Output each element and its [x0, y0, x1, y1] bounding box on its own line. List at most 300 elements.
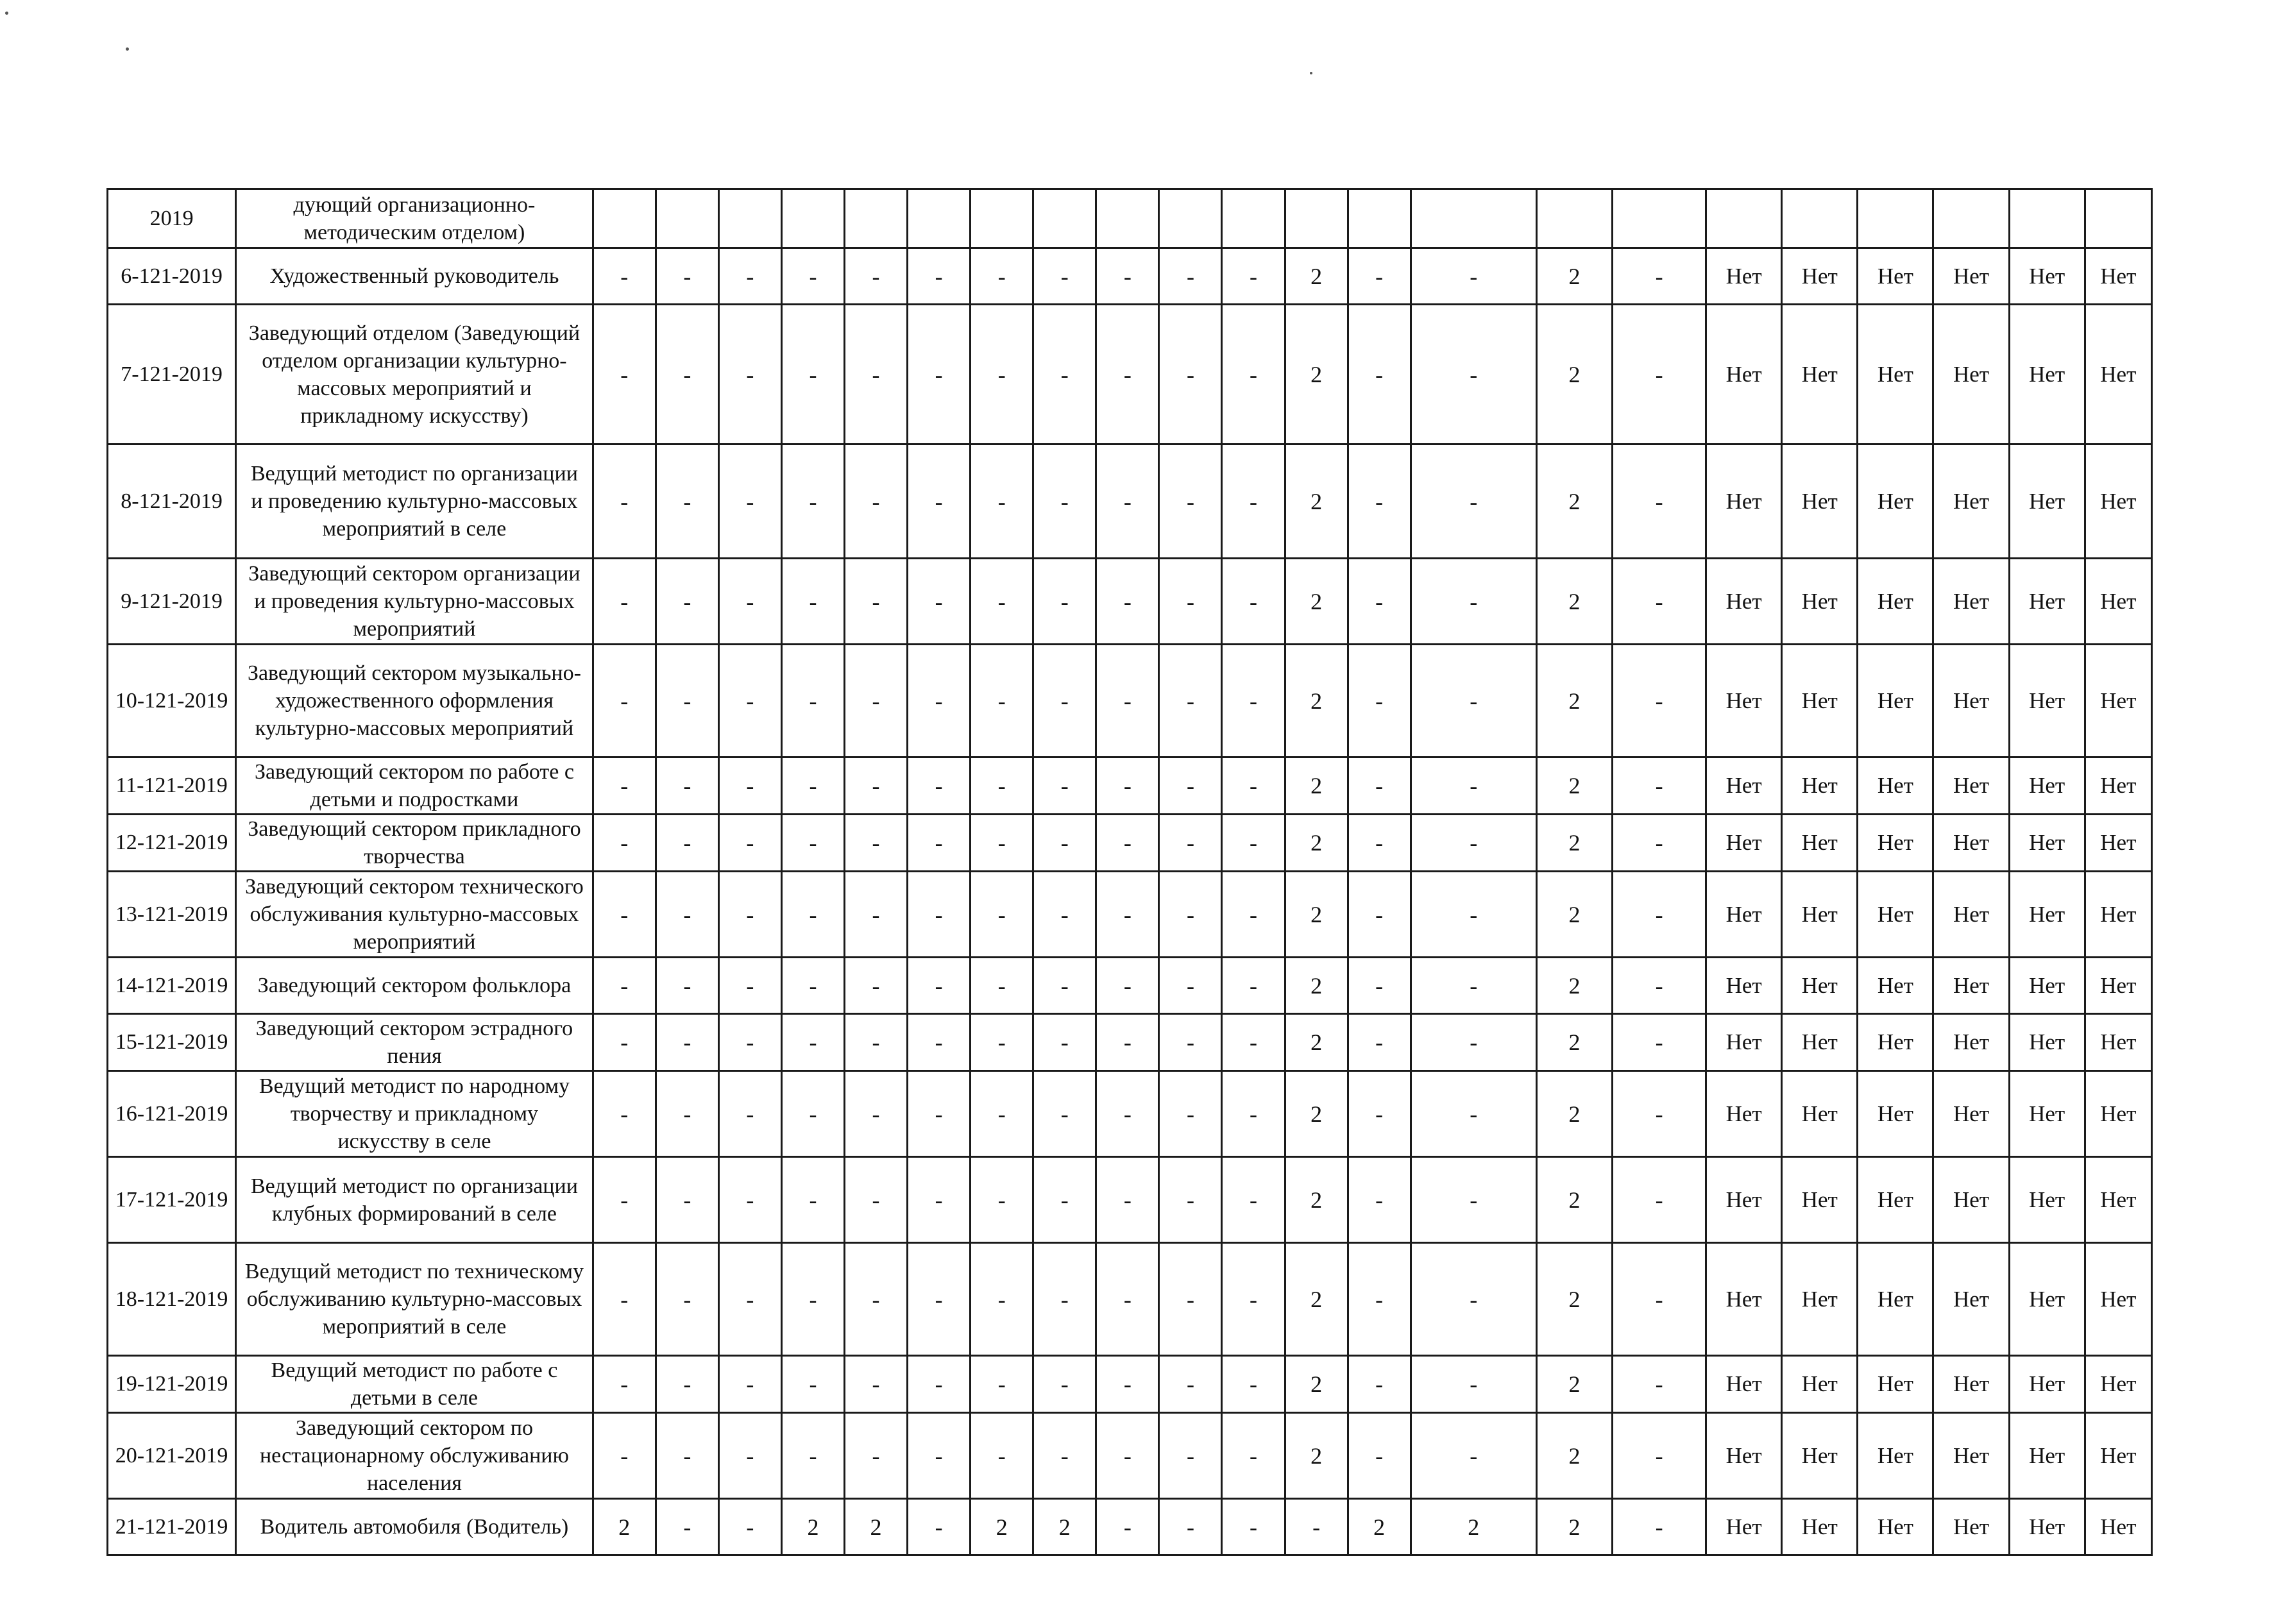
value-cell: - — [1613, 559, 1706, 645]
value-cell: - — [908, 958, 971, 1014]
position-code-cell: 8-121-2019 — [108, 444, 236, 559]
value-cell: - — [971, 1243, 1033, 1356]
value-cell: 2 — [1536, 1071, 1612, 1157]
position-name-cell: Заведующий сектором музыкально-художественного оформления культурно-массовых мероприятий — [236, 645, 593, 757]
value-cell: Нет — [2009, 757, 2085, 815]
value-cell: Нет — [1933, 1413, 2009, 1499]
value-cell: 2 — [1285, 757, 1348, 815]
value-cell: Нет — [1706, 1356, 1782, 1413]
value-cell: Нет — [1858, 958, 1933, 1014]
value-cell: Нет — [1933, 645, 2009, 757]
value-cell: - — [1348, 757, 1411, 815]
table-row — [108, 757, 2152, 815]
value-cell: Нет — [2085, 645, 2151, 757]
value-cell: - — [1348, 305, 1411, 444]
value-cell: Нет — [1933, 1499, 2009, 1555]
value-cell: Нет — [1782, 1014, 1858, 1071]
value-cell: Нет — [1706, 757, 1782, 815]
value-cell: Нет — [1782, 645, 1858, 757]
value-cell: - — [718, 305, 781, 444]
value-cell: 2 — [1536, 1243, 1612, 1356]
value-cell: - — [593, 872, 656, 958]
value-cell: - — [908, 757, 971, 815]
value-cell: Нет — [1706, 1499, 1782, 1555]
value-cell: - — [1222, 248, 1285, 305]
value-cell: - — [1033, 1243, 1096, 1356]
value-cell: Нет — [2085, 1014, 2151, 1071]
value-cell: Нет — [1782, 1071, 1858, 1157]
value-cell: - — [971, 1413, 1033, 1499]
value-cell — [2009, 189, 2085, 248]
value-cell: Нет — [2085, 559, 2151, 645]
value-cell: Нет — [2085, 958, 2151, 1014]
value-cell: Нет — [2085, 872, 2151, 958]
value-cell: - — [593, 958, 656, 1014]
value-cell: - — [845, 444, 908, 559]
scan-speck — [126, 47, 129, 51]
value-cell: - — [1348, 958, 1411, 1014]
value-cell: 2 — [1285, 1014, 1348, 1071]
value-cell: Нет — [1933, 872, 2009, 958]
value-cell: - — [781, 559, 844, 645]
value-cell: - — [1613, 1413, 1706, 1499]
value-cell: Нет — [1933, 248, 2009, 305]
value-cell: - — [1613, 305, 1706, 444]
value-cell: - — [908, 1071, 971, 1157]
value-cell: - — [1033, 1157, 1096, 1243]
value-cell: - — [1096, 559, 1159, 645]
value-cell: - — [781, 645, 844, 757]
value-cell: - — [1222, 815, 1285, 872]
value-cell: - — [1222, 1071, 1285, 1157]
value-cell: Нет — [2009, 1243, 2085, 1356]
value-cell: - — [593, 815, 656, 872]
value-cell: - — [845, 757, 908, 815]
value-cell: 2 — [593, 1499, 656, 1555]
value-cell: 2 — [1285, 1157, 1348, 1243]
value-cell: - — [1222, 305, 1285, 444]
value-cell: - — [1222, 1356, 1285, 1413]
position-code-cell: 21-121-2019 — [108, 1499, 236, 1555]
value-cell — [2085, 189, 2151, 248]
value-cell: - — [1096, 815, 1159, 872]
value-cell: - — [656, 872, 718, 958]
value-cell: - — [845, 1071, 908, 1157]
value-cell: - — [781, 305, 844, 444]
value-cell: - — [971, 872, 1033, 958]
value-cell: 2 — [1411, 1499, 1536, 1555]
value-cell — [971, 189, 1033, 248]
value-cell: - — [1096, 1356, 1159, 1413]
value-cell: - — [1033, 1014, 1096, 1071]
value-cell: - — [1096, 872, 1159, 958]
value-cell: - — [1411, 645, 1536, 757]
value-cell: Нет — [1706, 815, 1782, 872]
value-cell: - — [1096, 958, 1159, 1014]
value-cell — [1348, 189, 1411, 248]
value-cell: Нет — [1858, 815, 1933, 872]
value-cell: - — [971, 1071, 1033, 1157]
value-cell: Нет — [2085, 757, 2151, 815]
value-cell: - — [845, 1014, 908, 1071]
value-cell: Нет — [1782, 1499, 1858, 1555]
value-cell: Нет — [1706, 248, 1782, 305]
value-cell: Нет — [1706, 1071, 1782, 1157]
value-cell: - — [1033, 1413, 1096, 1499]
position-name-cell: Заведующий сектором фольклора — [236, 958, 593, 1014]
value-cell: - — [718, 872, 781, 958]
value-cell: - — [593, 1413, 656, 1499]
value-cell: - — [971, 305, 1033, 444]
value-cell: - — [718, 1014, 781, 1071]
value-cell: - — [1222, 559, 1285, 645]
value-cell: - — [845, 1243, 908, 1356]
value-cell: Нет — [1706, 958, 1782, 1014]
value-cell: - — [781, 1356, 844, 1413]
value-cell: - — [1159, 444, 1222, 559]
value-cell: Нет — [2085, 1157, 2151, 1243]
value-cell — [1033, 189, 1096, 248]
value-cell: - — [1613, 1157, 1706, 1243]
position-name-cell: дующий организационно-методическим отделом) — [236, 189, 593, 248]
value-cell: - — [656, 559, 718, 645]
value-cell — [1222, 189, 1285, 248]
value-cell: - — [656, 1157, 718, 1243]
value-cell: 2 — [1285, 872, 1348, 958]
value-cell: Нет — [2085, 444, 2151, 559]
value-cell — [781, 189, 844, 248]
value-cell: 2 — [1033, 1499, 1096, 1555]
position-name-cell: Заведующий сектором эстрадного пения — [236, 1014, 593, 1071]
value-cell: Нет — [1782, 444, 1858, 559]
position-code-cell: 19-121-2019 — [108, 1356, 236, 1413]
table-row — [108, 1071, 2152, 1157]
position-name-cell: Ведущий методист по техническому обслуживанию культурно-массовых мероприятий в селе — [236, 1243, 593, 1356]
value-cell: - — [781, 444, 844, 559]
value-cell: Нет — [1782, 872, 1858, 958]
value-cell: - — [656, 815, 718, 872]
value-cell: - — [1348, 872, 1411, 958]
value-cell: - — [1222, 1499, 1285, 1555]
value-cell: Нет — [1706, 1413, 1782, 1499]
value-cell: - — [908, 305, 971, 444]
value-cell: Нет — [1933, 305, 2009, 444]
value-cell: - — [1096, 1157, 1159, 1243]
value-cell: - — [1159, 1157, 1222, 1243]
table-row — [108, 248, 2152, 305]
value-cell: - — [1613, 1499, 1706, 1555]
value-cell: 2 — [1536, 444, 1612, 559]
value-cell: - — [593, 1014, 656, 1071]
value-cell: - — [1411, 305, 1536, 444]
value-cell: - — [1159, 1014, 1222, 1071]
value-cell: Нет — [2085, 1499, 2151, 1555]
value-cell: - — [1222, 757, 1285, 815]
value-cell: - — [593, 1157, 656, 1243]
value-cell: - — [908, 1356, 971, 1413]
value-cell: - — [1348, 1243, 1411, 1356]
position-code-cell: 20-121-2019 — [108, 1413, 236, 1499]
value-cell: - — [908, 1157, 971, 1243]
value-cell: Нет — [1933, 958, 2009, 1014]
table-row — [108, 1157, 2152, 1243]
value-cell: - — [656, 1499, 718, 1555]
value-cell: Нет — [1782, 248, 1858, 305]
value-cell: Нет — [1858, 1014, 1933, 1071]
value-cell: - — [1613, 248, 1706, 305]
value-cell: - — [1411, 1071, 1536, 1157]
value-cell: - — [908, 1413, 971, 1499]
value-cell: - — [908, 872, 971, 958]
position-name-cell: Заведующий сектором по нестационарному обслуживанию населения — [236, 1413, 593, 1499]
value-cell: - — [1348, 815, 1411, 872]
value-cell: Нет — [2009, 815, 2085, 872]
value-cell: Нет — [2085, 1413, 2151, 1499]
value-cell: Нет — [2085, 1356, 2151, 1413]
value-cell: - — [1159, 645, 1222, 757]
value-cell: 2 — [1536, 872, 1612, 958]
value-cell: - — [593, 444, 656, 559]
value-cell: Нет — [1933, 444, 2009, 559]
value-cell: - — [1033, 757, 1096, 815]
value-cell: 2 — [1536, 1499, 1612, 1555]
value-cell: - — [781, 872, 844, 958]
value-cell: - — [1348, 444, 1411, 559]
value-cell: Нет — [1782, 1157, 1858, 1243]
table-row — [108, 872, 2152, 958]
value-cell: - — [1222, 872, 1285, 958]
value-cell: - — [1096, 444, 1159, 559]
value-cell: - — [656, 1413, 718, 1499]
value-cell: - — [1159, 1413, 1222, 1499]
value-cell — [1782, 189, 1858, 248]
value-cell: - — [1033, 1356, 1096, 1413]
value-cell: - — [845, 958, 908, 1014]
table-row — [108, 1356, 2152, 1413]
value-cell — [845, 189, 908, 248]
table-row — [108, 1014, 2152, 1071]
value-cell: - — [971, 757, 1033, 815]
value-cell: - — [1411, 872, 1536, 958]
value-cell: Нет — [1933, 1157, 2009, 1243]
value-cell: Нет — [1706, 1157, 1782, 1243]
value-cell: - — [656, 757, 718, 815]
value-cell: 2 — [1285, 248, 1348, 305]
position-name-cell: Ведущий методист по организации и проведению культурно-массовых мероприятий в селе — [236, 444, 593, 559]
value-cell: 2 — [1536, 757, 1612, 815]
value-cell: - — [908, 444, 971, 559]
value-cell: - — [1348, 1071, 1411, 1157]
value-cell: 2 — [1285, 559, 1348, 645]
value-cell: Нет — [1933, 1243, 2009, 1356]
value-cell: - — [593, 559, 656, 645]
value-cell: - — [1159, 1499, 1222, 1555]
value-cell: - — [845, 1356, 908, 1413]
value-cell: - — [845, 815, 908, 872]
value-cell: Нет — [1933, 1071, 2009, 1157]
value-cell — [1411, 189, 1536, 248]
value-cell: 2 — [1536, 559, 1612, 645]
value-cell: - — [781, 1243, 844, 1356]
value-cell: - — [1613, 757, 1706, 815]
value-cell: Нет — [1782, 1356, 1858, 1413]
value-cell: 2 — [1536, 305, 1612, 444]
position-code-cell: 6-121-2019 — [108, 248, 236, 305]
value-cell: - — [1159, 248, 1222, 305]
value-cell: Нет — [1858, 1356, 1933, 1413]
value-cell: - — [1285, 1499, 1348, 1555]
position-code-cell: 12-121-2019 — [108, 815, 236, 872]
value-cell: - — [845, 305, 908, 444]
value-cell: - — [781, 757, 844, 815]
value-cell: - — [718, 559, 781, 645]
value-cell: - — [1222, 645, 1285, 757]
value-cell: 2 — [1285, 444, 1348, 559]
value-cell: Нет — [1858, 305, 1933, 444]
value-cell: - — [971, 645, 1033, 757]
value-cell: - — [1613, 444, 1706, 559]
value-cell: 2 — [1536, 1413, 1612, 1499]
value-cell: - — [1033, 872, 1096, 958]
value-cell: - — [1096, 305, 1159, 444]
position-name-cell: Водитель автомобиля (Водитель) — [236, 1499, 593, 1555]
position-code-cell: 11-121-2019 — [108, 757, 236, 815]
value-cell: Нет — [2009, 305, 2085, 444]
value-cell: 2 — [971, 1499, 1033, 1555]
value-cell: - — [1159, 872, 1222, 958]
value-cell: Нет — [1706, 1243, 1782, 1356]
position-name-cell: Заведующий сектором прикладного творчества — [236, 815, 593, 872]
value-cell: - — [1411, 1157, 1536, 1243]
value-cell: - — [1033, 815, 1096, 872]
value-cell: - — [1613, 1071, 1706, 1157]
value-cell: - — [1613, 872, 1706, 958]
value-cell: - — [656, 1243, 718, 1356]
value-cell: - — [1411, 1243, 1536, 1356]
table-row — [108, 1243, 2152, 1356]
value-cell: - — [971, 559, 1033, 645]
value-cell: Нет — [1858, 645, 1933, 757]
value-cell: Нет — [2009, 1356, 2085, 1413]
value-cell: - — [656, 1014, 718, 1071]
value-cell: - — [1348, 559, 1411, 645]
value-cell: Нет — [1933, 757, 2009, 815]
value-cell — [718, 189, 781, 248]
value-cell: - — [1222, 444, 1285, 559]
value-cell: - — [908, 815, 971, 872]
value-cell: - — [593, 248, 656, 305]
value-cell: - — [1411, 248, 1536, 305]
value-cell: - — [1033, 444, 1096, 559]
value-cell — [1706, 189, 1782, 248]
value-cell: Нет — [2009, 1014, 2085, 1071]
value-cell: - — [1096, 1413, 1159, 1499]
position-name-cell: Художественный руководитель — [236, 248, 593, 305]
value-cell: Нет — [2009, 1413, 2085, 1499]
table-row — [108, 189, 2152, 248]
value-cell: - — [845, 872, 908, 958]
value-cell: - — [718, 1071, 781, 1157]
value-cell: Нет — [1706, 872, 1782, 958]
value-cell: Нет — [1782, 815, 1858, 872]
position-code-cell: 18-121-2019 — [108, 1243, 236, 1356]
value-cell: - — [1411, 815, 1536, 872]
value-cell: 2 — [1285, 958, 1348, 1014]
value-cell: - — [593, 645, 656, 757]
value-cell — [908, 189, 971, 248]
value-cell: - — [1159, 1243, 1222, 1356]
value-cell: 2 — [1536, 958, 1612, 1014]
value-cell: - — [718, 248, 781, 305]
value-cell — [1285, 189, 1348, 248]
value-cell: - — [971, 1356, 1033, 1413]
value-cell: Нет — [1706, 1014, 1782, 1071]
value-cell: - — [781, 958, 844, 1014]
value-cell: - — [718, 1356, 781, 1413]
value-cell: - — [845, 645, 908, 757]
value-cell: Нет — [1782, 559, 1858, 645]
position-code-cell: 2019 — [108, 189, 236, 248]
value-cell: - — [1096, 1071, 1159, 1157]
value-cell: - — [1411, 958, 1536, 1014]
value-cell: - — [656, 1071, 718, 1157]
value-cell: - — [1159, 1071, 1222, 1157]
value-cell: - — [1096, 645, 1159, 757]
position-name-cell: Заведующий отделом (Заведующий отделом организации культурно-массовых мероприятий и прикладному искусству) — [236, 305, 593, 444]
value-cell: - — [656, 1356, 718, 1413]
value-cell: 2 — [1285, 1071, 1348, 1157]
value-cell: Нет — [2009, 1499, 2085, 1555]
value-cell: - — [718, 757, 781, 815]
value-cell: - — [908, 1243, 971, 1356]
value-cell: - — [593, 1356, 656, 1413]
value-cell: Нет — [1782, 958, 1858, 1014]
value-cell: - — [971, 1157, 1033, 1243]
value-cell: Нет — [1858, 248, 1933, 305]
value-cell: - — [781, 1071, 844, 1157]
value-cell: - — [1348, 248, 1411, 305]
position-name-cell: Заведующий сектором организации и проведения культурно-массовых мероприятий — [236, 559, 593, 645]
value-cell: - — [1222, 1157, 1285, 1243]
value-cell: 2 — [845, 1499, 908, 1555]
value-cell: Нет — [1858, 757, 1933, 815]
value-cell: 2 — [1536, 1014, 1612, 1071]
table-row — [108, 559, 2152, 645]
value-cell: - — [1613, 958, 1706, 1014]
value-cell: Нет — [2009, 645, 2085, 757]
value-cell: - — [1096, 1243, 1159, 1356]
value-cell: - — [1159, 815, 1222, 872]
value-cell: - — [908, 1014, 971, 1071]
value-cell: Нет — [1782, 305, 1858, 444]
table-row — [108, 305, 2152, 444]
table-row — [108, 444, 2152, 559]
value-cell: - — [781, 1413, 844, 1499]
value-cell: Нет — [1858, 1243, 1933, 1356]
position-code-cell: 14-121-2019 — [108, 958, 236, 1014]
value-cell: Нет — [1706, 305, 1782, 444]
value-cell: Нет — [1706, 559, 1782, 645]
value-cell: - — [1348, 1157, 1411, 1243]
position-name-cell: Заведующий сектором по работе с детьми и подростками — [236, 757, 593, 815]
position-name-cell: Ведущий методист по народному творчеству и прикладному искусству в селе — [236, 1071, 593, 1157]
value-cell: 2 — [1285, 305, 1348, 444]
value-cell: 2 — [1285, 1413, 1348, 1499]
value-cell: - — [1411, 1356, 1536, 1413]
value-cell — [1536, 189, 1612, 248]
value-cell: - — [1159, 757, 1222, 815]
value-cell: 2 — [1536, 1157, 1612, 1243]
